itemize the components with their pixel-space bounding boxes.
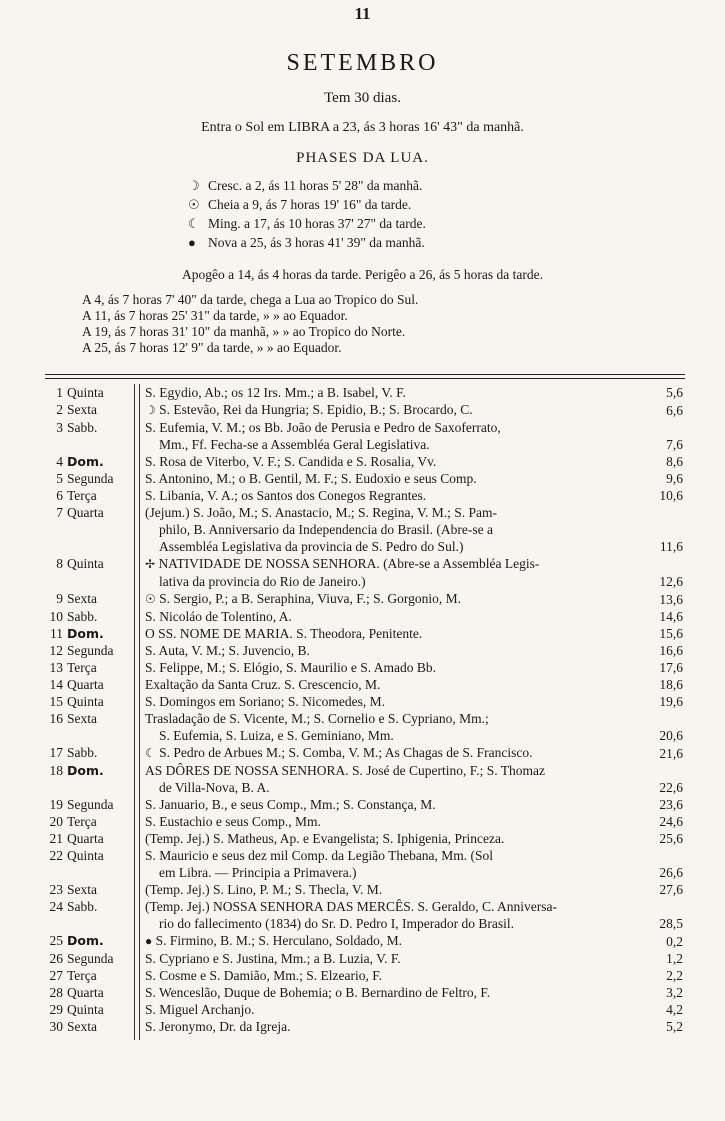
description-line: de Villa-Nova, B. A. <box>159 780 270 795</box>
moon-age: 27,6 <box>659 882 683 897</box>
moon-age: 19,6 <box>659 694 683 709</box>
weekday: Dom. <box>67 933 104 948</box>
moon-age: 7,6 <box>666 437 683 452</box>
moon-age: 16,6 <box>659 643 683 658</box>
weekday: Sabb. <box>67 745 98 760</box>
tropic-row: A 19, ás 7 horas 31' 10" da manhã, » » ao Tropico do Norte. <box>82 324 406 339</box>
weekday: Quinta <box>67 1002 104 1017</box>
phase-row <box>188 214 608 233</box>
saints-description <box>145 744 635 762</box>
description-line: S. Rosa de Viterbo, V. F.; S. Candida e S. Rosalia, Vv. <box>145 454 437 469</box>
description-line: S. Wenceslão, Duque de Bohemia; o B. Bernardino de Feltro, F. <box>145 985 491 1000</box>
saints-description <box>145 693 635 710</box>
saints-description <box>145 710 635 744</box>
page-number: 11 <box>354 4 371 23</box>
day-row <box>45 487 685 504</box>
description-line: S. Eufemia, S. Luiza, e S. Geminiano, Mm. <box>159 728 394 743</box>
moon-age: 1,2 <box>666 951 683 966</box>
saints-description <box>145 676 635 693</box>
day-row <box>45 881 685 898</box>
weekday: Quinta <box>67 385 104 400</box>
phase-row <box>188 195 608 214</box>
description-line: lativa da provincia do Rio de Janeiro.) <box>159 574 366 589</box>
saints-description <box>145 608 635 625</box>
saints-description <box>145 401 635 419</box>
phase-icon: ☉ <box>145 592 156 606</box>
phases-title: PHASES DA LUA. <box>296 150 429 166</box>
day-number: 15 <box>49 694 63 709</box>
weekday: Sabb. <box>67 420 98 435</box>
day-row <box>45 470 685 487</box>
tropic-row: A 4, ás 7 horas 7' 40" da tarde, chega a Lua ao Tropico do Sul. <box>82 292 419 307</box>
day-number: 2 <box>56 402 63 417</box>
saints-description <box>145 453 635 470</box>
moon-age: 18,6 <box>659 677 683 692</box>
day-row <box>45 676 685 693</box>
phase-text: Nova a 25, ás 3 horas 41' 39" da manhã. <box>208 235 425 250</box>
day-number: 12 <box>49 643 63 658</box>
moon-age: 8,6 <box>666 454 683 469</box>
weekday: Sexta <box>67 882 97 897</box>
day-row <box>45 847 685 881</box>
moon-phases <box>188 176 608 252</box>
day-row <box>45 932 685 950</box>
weekday: Sabb. <box>67 609 98 624</box>
weekday: Sexta <box>67 591 97 606</box>
day-row <box>45 693 685 710</box>
saints-description <box>145 830 635 847</box>
days-count: Tem 30 dias. <box>324 90 401 106</box>
weekday: Sexta <box>67 711 97 726</box>
moon-age: 17,6 <box>659 660 683 675</box>
saints-description <box>145 984 635 1001</box>
description-line: (Temp. Jej.) S. Matheus, Ap. e Evangelista; S. Iphigenia, Princeza. <box>145 831 505 846</box>
tropic-row: A 25, ás 7 horas 12' 9" da tarde, » » ao Equador. <box>82 340 342 355</box>
description-line: S. Miguel Archanjo. <box>145 1002 255 1017</box>
day-number: 14 <box>49 677 63 692</box>
description-line: rio do fallecimento (1834) do Sr. D. Pedro I, Imperador do Brasil. <box>159 916 515 931</box>
calendar-table <box>45 384 685 1035</box>
moon-age: 10,6 <box>659 488 683 503</box>
weekday: Quinta <box>67 694 104 709</box>
day-row <box>45 1018 685 1035</box>
weekday: Quarta <box>67 831 104 846</box>
day-number: 25 <box>49 933 63 948</box>
saints-description <box>145 504 635 555</box>
day-number: 6 <box>56 488 63 503</box>
weekday: Sexta <box>67 1019 97 1034</box>
saints-description <box>145 1018 635 1035</box>
description-line: em Libra. — Principia a Primavera.) <box>159 865 357 880</box>
saints-description <box>145 950 635 967</box>
description-line: AS DÔRES DE NOSSA SENHORA. S. José de Cupertino, F.; S. Thomaz <box>145 763 545 778</box>
day-row <box>45 796 685 813</box>
tropic-passages <box>82 292 682 356</box>
saints-description <box>145 967 635 984</box>
day-row <box>45 898 685 932</box>
phase-text: Cresc. a 2, ás 11 horas 5' 28" da manhã. <box>208 178 423 193</box>
weekday: Quinta <box>67 556 104 571</box>
moon-age: 6,6 <box>666 403 683 418</box>
moon-age: 14,6 <box>659 609 683 624</box>
weekday: Segunda <box>67 471 114 486</box>
weekday: Sexta <box>67 402 97 417</box>
saints-description <box>145 762 635 796</box>
moon-age: 13,6 <box>659 592 683 607</box>
day-row <box>45 659 685 676</box>
saints-description <box>145 1001 635 1018</box>
moon-age: 9,6 <box>666 471 683 486</box>
moon-age: 25,6 <box>659 831 683 846</box>
description-line: S. Mauricio e seus dez mil Comp. da Legião Thebana, Mm. (Sol <box>145 848 494 863</box>
weekday: Segunda <box>67 951 114 966</box>
saints-description <box>145 555 635 590</box>
description-line: NATIVIDADE DE NOSSA SENHORA. (Abre-se a Assembléa Legis- <box>158 556 540 571</box>
moon-age: 26,6 <box>659 865 683 880</box>
day-number: 10 <box>49 609 63 624</box>
day-row <box>45 744 685 762</box>
day-number: 24 <box>49 899 63 914</box>
weekday: Segunda <box>67 797 114 812</box>
moon-age: 5,6 <box>666 385 683 400</box>
saints-description <box>145 659 635 676</box>
saints-description <box>145 813 635 830</box>
saints-description <box>145 384 635 401</box>
description-line: S. Felippe, M.; S. Elógio, S. Maurilio e S. Amado Bb. <box>145 660 437 675</box>
description-line: S. Pedro de Arbues M.; S. Comba, V. M.; As Chagas de S. Francisco. <box>159 745 533 760</box>
day-row <box>45 950 685 967</box>
day-row <box>45 504 685 555</box>
description-line: S. Nicoláo de Tolentino, A. <box>145 609 292 624</box>
day-number: 19 <box>49 797 63 812</box>
day-number: 26 <box>49 951 63 966</box>
description-line: Exaltação da Santa Cruz. S. Crescencio, M. <box>145 677 381 692</box>
day-row <box>45 642 685 659</box>
phase-icon: ☽ <box>145 403 156 417</box>
moon-age: 21,6 <box>659 746 683 761</box>
description-line: Trasladação de S. Vicente, M.; S. Cornelio e S. Cypriano, Mm.; <box>145 711 489 726</box>
tropic-row: A 11, ás 7 horas 25' 31" da tarde, » » ao Equador. <box>82 308 348 323</box>
apogee-perigee: Apogêo a 14, ás 4 horas da tarde. Perigêo a 26, ás 5 horas da tarde. <box>181 267 543 282</box>
day-row <box>45 813 685 830</box>
description-line: O SS. NOME DE MARIA. S. Theodora, Penitente. <box>145 626 423 641</box>
day-number: 20 <box>49 814 63 829</box>
day-number: 28 <box>49 985 63 1000</box>
first-quarter-icon: ☽ <box>188 178 200 193</box>
phase-text: Ming. a 17, ás 10 horas 37' 27" da tarde. <box>208 216 426 231</box>
saints-description <box>145 642 635 659</box>
saints-description <box>145 932 635 950</box>
description-line: S. Eustachio e seus Comp., Mm. <box>145 814 321 829</box>
day-row <box>45 608 685 625</box>
moon-age: 11,6 <box>659 539 683 554</box>
weekday: Terça <box>67 968 97 983</box>
moon-age: 24,6 <box>659 814 683 829</box>
moon-age: 15,6 <box>659 626 683 641</box>
saints-description <box>145 898 635 932</box>
description-line: S. Sergio, P.; a B. Seraphina, Viuva, F.; S. Gorgonio, M. <box>159 591 462 606</box>
phase-row <box>188 233 608 252</box>
day-number: 22 <box>49 848 63 863</box>
moon-age: 2,2 <box>666 968 683 983</box>
weekday: Segunda <box>67 643 114 658</box>
day-row <box>45 625 685 642</box>
moon-age: 3,2 <box>666 985 683 1000</box>
description-line: S. Antonino, M.; o B. Gentil, M. F.; S. Eudoxio e seus Comp. <box>145 471 477 486</box>
day-row <box>45 830 685 847</box>
day-row <box>45 984 685 1001</box>
weekday: Terça <box>67 660 97 675</box>
saints-description <box>145 847 635 881</box>
day-number: 13 <box>49 660 63 675</box>
description-line: philo, B. Anniversario da Independencia do Brasil. (Abre-se a <box>159 522 494 537</box>
day-number: 21 <box>49 831 63 846</box>
moon-age: 0,2 <box>666 934 683 949</box>
month-title: SETEMBRO <box>286 50 439 76</box>
weekday: Quarta <box>67 985 104 1000</box>
day-row <box>45 967 685 984</box>
new-moon-icon: ● <box>188 235 196 250</box>
description-line: S. Domingos em Soriano; S. Nicomedes, M. <box>145 694 385 709</box>
day-number: 16 <box>49 711 63 726</box>
phase-row <box>188 176 608 195</box>
description-line: S. Egydio, Ab.; os 12 Irs. Mm.; a B. Isabel, V. F. <box>145 385 406 400</box>
description-line: (Jejum.) S. João, M.; S. Anastacio, M.; S. Regina, V. M.; S. Pam- <box>145 505 498 520</box>
saints-description <box>145 590 635 608</box>
day-number: 27 <box>49 968 63 983</box>
day-row <box>45 555 685 590</box>
weekday: Dom. <box>67 763 104 778</box>
description-line: S. Jeronymo, Dr. da Igreja. <box>145 1019 291 1034</box>
description-line: S. Cosme e S. Damião, Mm.; S. Elzeario, F. <box>145 968 383 983</box>
weekday: Dom. <box>67 454 104 469</box>
phase-icon: ✢ <box>145 557 156 571</box>
day-number: 4 <box>56 454 63 469</box>
weekday: Dom. <box>67 626 104 641</box>
description-line: S. Estevão, Rei da Hungria; S. Epidio, B.; S. Brocardo, C. <box>159 402 473 417</box>
weekday: Terça <box>67 814 97 829</box>
day-number: 5 <box>56 471 63 486</box>
moon-age: 20,6 <box>659 728 683 743</box>
saints-description <box>145 419 635 453</box>
description-line: Assembléa Legislativa da provincia de S. Pedro do Sul.) <box>159 539 464 554</box>
phase-text: Cheia a 9, ás 7 horas 19' 16" da tarde. <box>208 197 412 212</box>
description-line: (Temp. Jej.) NOSSA SENHORA DAS MERCÊS. S. Geraldo, C. Anniversa- <box>145 899 557 914</box>
weekday: Sabb. <box>67 899 98 914</box>
weekday: Terça <box>67 488 97 503</box>
moon-age: 23,6 <box>659 797 683 812</box>
moon-age: 4,2 <box>666 1002 683 1017</box>
saints-description <box>145 470 635 487</box>
description-line: S. Eufemia, V. M.; os Bb. João de Perusia e Pedro de Saxoferrato, <box>145 420 501 435</box>
day-number: 18 <box>49 763 63 778</box>
saints-description <box>145 881 635 898</box>
divider <box>45 378 685 379</box>
full-moon-icon: ☉ <box>188 197 200 212</box>
day-number: 30 <box>49 1019 63 1034</box>
saints-description <box>145 487 635 504</box>
weekday: Quarta <box>67 677 104 692</box>
last-quarter-icon: ☾ <box>188 216 200 231</box>
day-number: 1 <box>56 385 63 400</box>
description-line: S. Auta, V. M.; S. Juvencio, B. <box>145 643 310 658</box>
day-row <box>45 453 685 470</box>
description-line: Mm., Ff. Fecha-se a Assembléa Geral Legislativa. <box>159 437 430 452</box>
day-number: 3 <box>56 420 63 435</box>
day-number: 8 <box>56 556 63 571</box>
day-number: 23 <box>49 882 63 897</box>
moon-age: 12,6 <box>659 574 683 589</box>
description-line: (Temp. Jej.) S. Lino, P. M.; S. Thecla, V. M. <box>145 882 383 897</box>
saints-description <box>145 625 635 642</box>
moon-age: 22,6 <box>659 780 683 795</box>
moon-age: 5,2 <box>666 1019 683 1034</box>
day-row <box>45 1001 685 1018</box>
day-number: 17 <box>49 745 63 760</box>
phase-icon: ☾ <box>145 746 156 760</box>
day-number: 7 <box>56 505 63 520</box>
sun-entry: Entra o Sol em LIBRA a 23, ás 3 horas 16' 43" da manhã. <box>201 120 524 135</box>
day-number: 11 <box>50 626 63 641</box>
moon-age: 28,5 <box>659 916 683 931</box>
day-row <box>45 401 685 419</box>
saints-description <box>145 796 635 813</box>
weekday: Quinta <box>67 848 104 863</box>
description-line: S. Cypriano e S. Justina, Mm.; a B. Luzia, V. F. <box>145 951 401 966</box>
description-line: S. Firmino, B. M.; S. Herculano, Soldado, M. <box>155 933 403 948</box>
day-row <box>45 384 685 401</box>
day-row <box>45 762 685 796</box>
day-number: 29 <box>49 1002 63 1017</box>
description-line: S. Januario, B., e seus Comp., Mm.; S. Constança, M. <box>145 797 436 812</box>
phase-icon: ● <box>145 934 153 948</box>
divider <box>45 374 685 375</box>
day-row <box>45 590 685 608</box>
day-row <box>45 419 685 453</box>
day-row <box>45 710 685 744</box>
day-number: 9 <box>56 591 63 606</box>
description-line: S. Libania, V. A.; os Santos dos Conegos Regrantes. <box>145 488 427 503</box>
weekday: Quarta <box>67 505 104 520</box>
